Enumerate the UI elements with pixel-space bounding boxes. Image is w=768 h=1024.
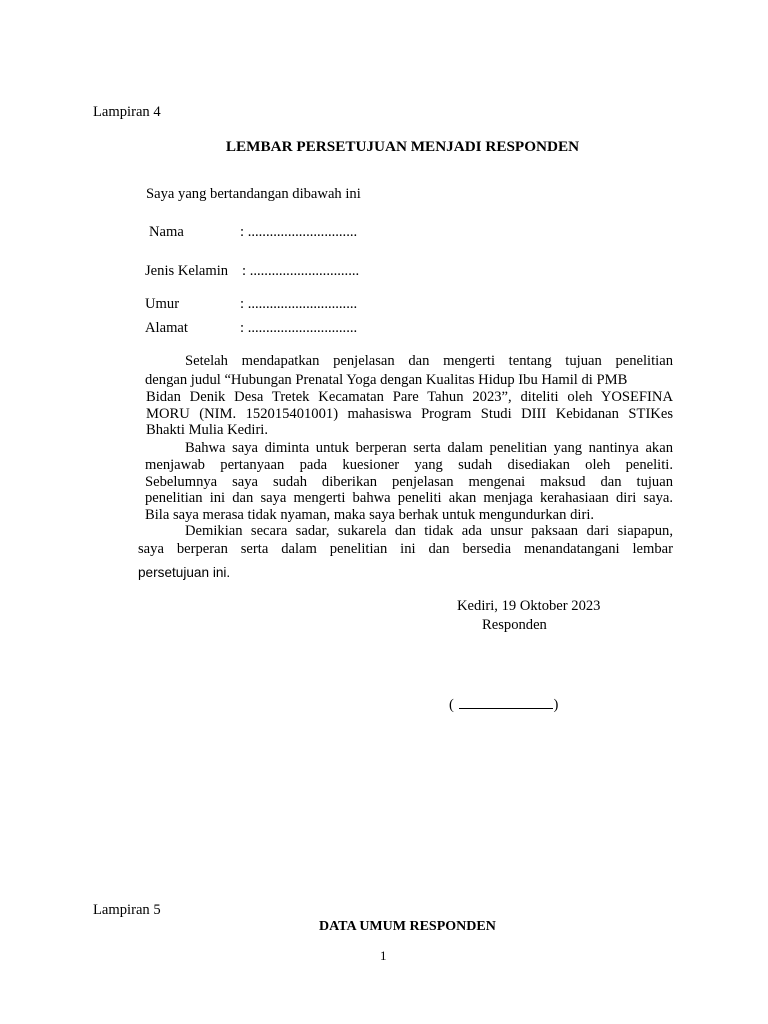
signer-role: Responden	[482, 617, 547, 633]
paragraph-line: menjawab pertanyaan pada kuesioner yang sudah disediakan oleh peneliti.	[145, 457, 673, 473]
field-label: Umur	[145, 296, 180, 312]
attachment-label-4: Lampiran 4	[93, 104, 161, 120]
paragraph-line: dengan judul “Hubungan Prenatal Yoga dengan Kualitas Hidup Ibu Hamil di PMB	[145, 372, 628, 388]
page-number: 1	[380, 948, 387, 963]
paragraph-line: Bidan Denik Desa Tretek Kecamatan Pare Tahun 2023”, diteliti oleh YOSEFINA	[146, 389, 673, 405]
field-label: Alamat	[145, 320, 188, 336]
field-value: : ..............................	[242, 263, 360, 279]
paragraph-line: MORU (NIM. 152015401001) mahasiswa Program Studi DIII Kebidanan STIKes	[146, 406, 673, 422]
field-value: : ..............................	[240, 296, 358, 312]
place-date: Kediri, 19 Oktober 2023	[457, 598, 601, 614]
signature-close-paren: )	[553, 697, 559, 713]
field-value: : ..............................	[240, 320, 358, 336]
document-title: LEMBAR PERSETUJUAN MENJADI RESPONDEN	[225, 138, 580, 155]
paragraph-line: Setelah mendapatkan penjelasan dan mengerti tentang tujuan penelitian	[185, 353, 673, 369]
paragraph-line: persetujuan ini.	[138, 565, 231, 580]
field-value: : ..............................	[240, 224, 358, 240]
paragraph-line: Bhakti Mulia Kediri.	[146, 422, 269, 438]
intro-text: Saya yang bertandangan dibawah ini	[146, 186, 361, 202]
field-label: Jenis Kelamin	[145, 263, 229, 279]
signature-open-paren: (	[449, 697, 454, 713]
paragraph-line: saya berperan serta dalam penelitian ini dan bersedia menandatangani lembar	[138, 541, 673, 557]
attachment-label-5: Lampiran 5	[93, 902, 161, 918]
paragraph-line: Bahwa saya diminta untuk berperan serta dalam penelitian yang nantinya akan	[185, 440, 673, 456]
paragraph-line: penelitian ini dan saya mengerti bahwa peneliti akan menjaga kerahasiaan diri saya.	[145, 490, 673, 506]
paragraph-line: Bila saya merasa tidak nyaman, maka saya berhak untuk mengundurkan diri.	[145, 507, 595, 523]
signature-line	[459, 694, 553, 709]
section-title: DATA UMUM RESPONDEN	[319, 919, 496, 934]
field-label: Nama	[149, 224, 184, 240]
paragraph-line: Demikian secara sadar, sukarela dan tidak ada unsur paksaan dari siapapun,	[185, 523, 673, 539]
signature-field	[449, 694, 558, 715]
paragraph-line: Sebelumnya saya sudah diberikan penjelasan mengenai maksud dan tujuan	[145, 474, 673, 490]
